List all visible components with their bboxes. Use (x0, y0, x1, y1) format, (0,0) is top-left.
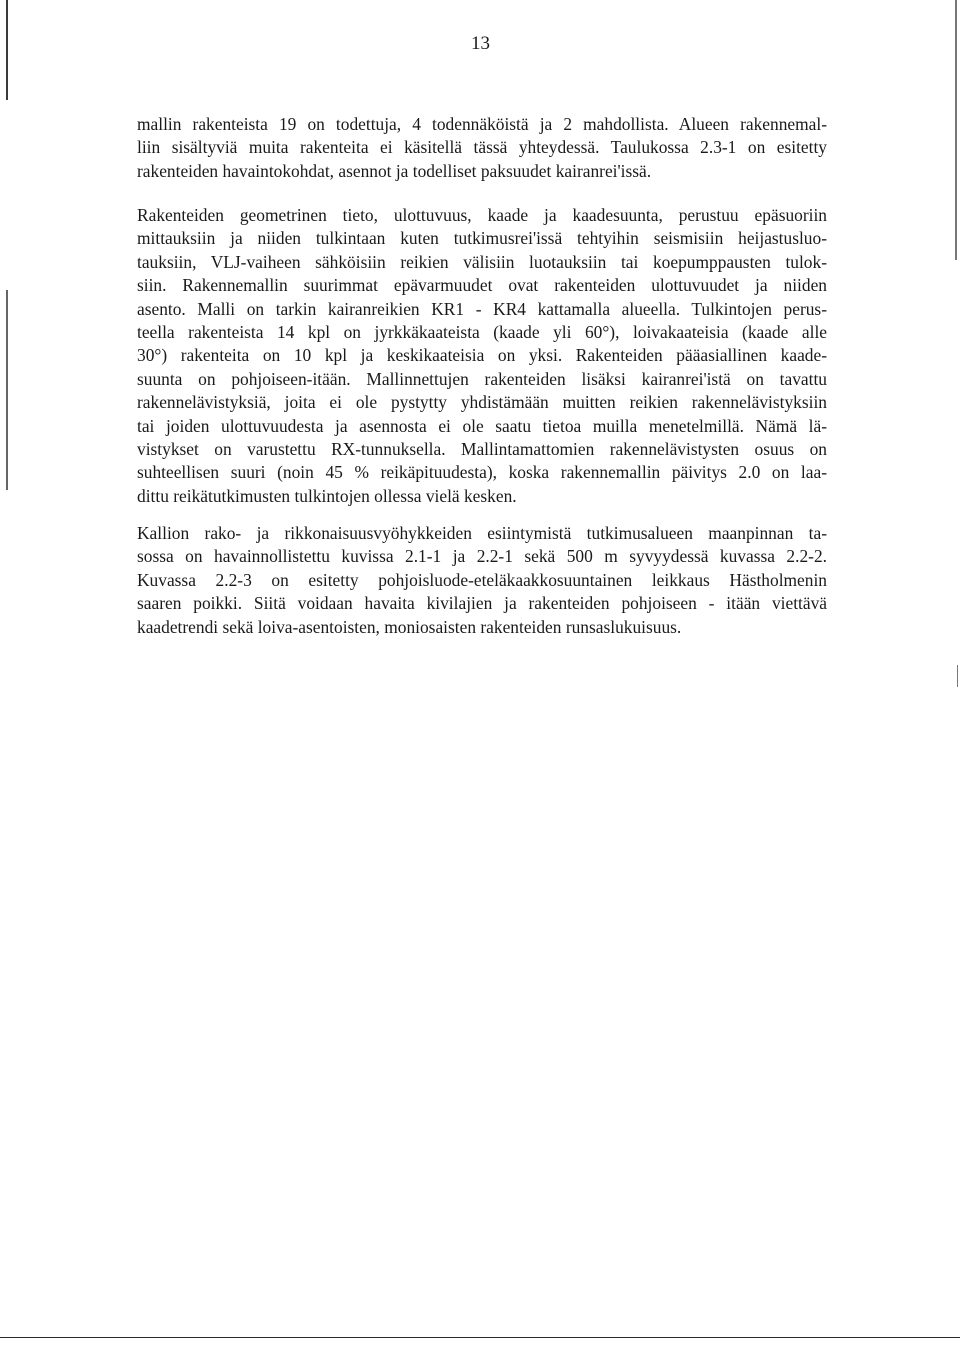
text-line: Rakenteiden geometrinen tieto, ulottuvuus, kaade ja kaadesuunta, perustuu epäsuoriin (137, 205, 827, 225)
scan-edge-mark-top (6, 0, 8, 100)
paragraph-structures-summary (137, 113, 827, 183)
text-line: rakennelävistyksiä, joita ei ole pystytty yhdistämään muitten reikien rakennelävistyksiin (137, 392, 827, 413)
text-line: Kallion rako- ja rikkonaisuusvyöhykkeiden esiintymistä tutkimusalueen maanpinnan ta- (137, 523, 827, 543)
text-line: teella rakenteista 14 kpl on jyrkkäkaateista (kaade yli 60°), loivakaateisia (kaade alle (137, 322, 827, 343)
text-line: suhteellisen suuri (noin 45 % reikäpituudesta), koska rakennemallin päivitys 2.0 on laa- (137, 462, 827, 483)
text-line: siin. Rakennemallin suurimmat epävarmuudet ovat rakenteiden ulottuvuudet ja niiden (137, 275, 827, 296)
scan-bottom-rule (0, 1337, 960, 1338)
scan-edge-mark-middle (6, 290, 8, 490)
text-line: vistykset on varustettu RX-tunnuksella. Mallintamattomien rakennelävistysten osuus on (137, 439, 827, 460)
text-line: dittu reikätutkimusten tulkintojen ollessa vielä kesken. (137, 485, 517, 506)
text-line: asento. Malli on tarkin kairanreikien KR1 - KR4 kattamalla alueella. Tulkintojen perus- (137, 298, 827, 319)
paragraph-zone-figures (137, 522, 827, 639)
text-line: saaren poikki. Siitä voidaan havaita kivilajien ja rakenteiden pohjoiseen - itään viettävä (137, 593, 827, 614)
text-line: tai joiden ulottuvuudesta ja asennosta ei ole saatu tietoa muilla menetelmillä. Nämä lä- (137, 415, 827, 436)
text-line: tauksiin, VLJ-vaiheen sähköisiin reikien välisiin luotauksiin tai koepumppausten tulok- (137, 251, 827, 272)
scan-edge-mark-right (955, 0, 957, 260)
text-line: kaadetrendi sekä loiva-asentoisten, moniosaisten rakenteiden runsaslukuisuus. (137, 616, 682, 637)
text-line: mallin rakenteista 19 on todettuja, 4 todennäköistä ja 2 mahdollista. Alueen rakennemal- (137, 114, 827, 134)
text-line: Kuvassa 2.2-3 on esitetty pohjoisluode-eteläkaakkosuuntainen leikkaus Hästholmenin (137, 569, 827, 590)
scan-edge-mark-right-lower (957, 665, 958, 687)
text-line: suunta on pohjoiseen-itään. Mallinnettujen rakenteiden lisäksi kairanrei'istä on tavattu (137, 368, 827, 389)
paragraph-geometry-information (137, 204, 827, 508)
text-line: rakenteiden havaintokohdat, asennot ja todelliset paksuudet kairanrei'issä. (137, 160, 652, 181)
text-line: sossa on havainnollistettu kuvissa 2.1-1 ja 2.2-1 sekä 500 m syvyydessä kuvassa 2.2-2. (137, 546, 827, 567)
text-line: liin sisältyviä muita rakenteita ei käsitellä tässä yhteydessä. Taulukossa 2.3-1 on esitetty (137, 137, 827, 158)
page-number: 13 (471, 33, 490, 54)
text-line: mittauksiin ja niiden tulkintaan kuten tutkimusrei'issä tehtyihin seismisiin heijastusluo- (137, 228, 827, 249)
text-line: 30°) rakenteita on 10 kpl ja keskikaateisia on yksi. Rakenteiden pääasiallinen kaade- (137, 345, 827, 366)
